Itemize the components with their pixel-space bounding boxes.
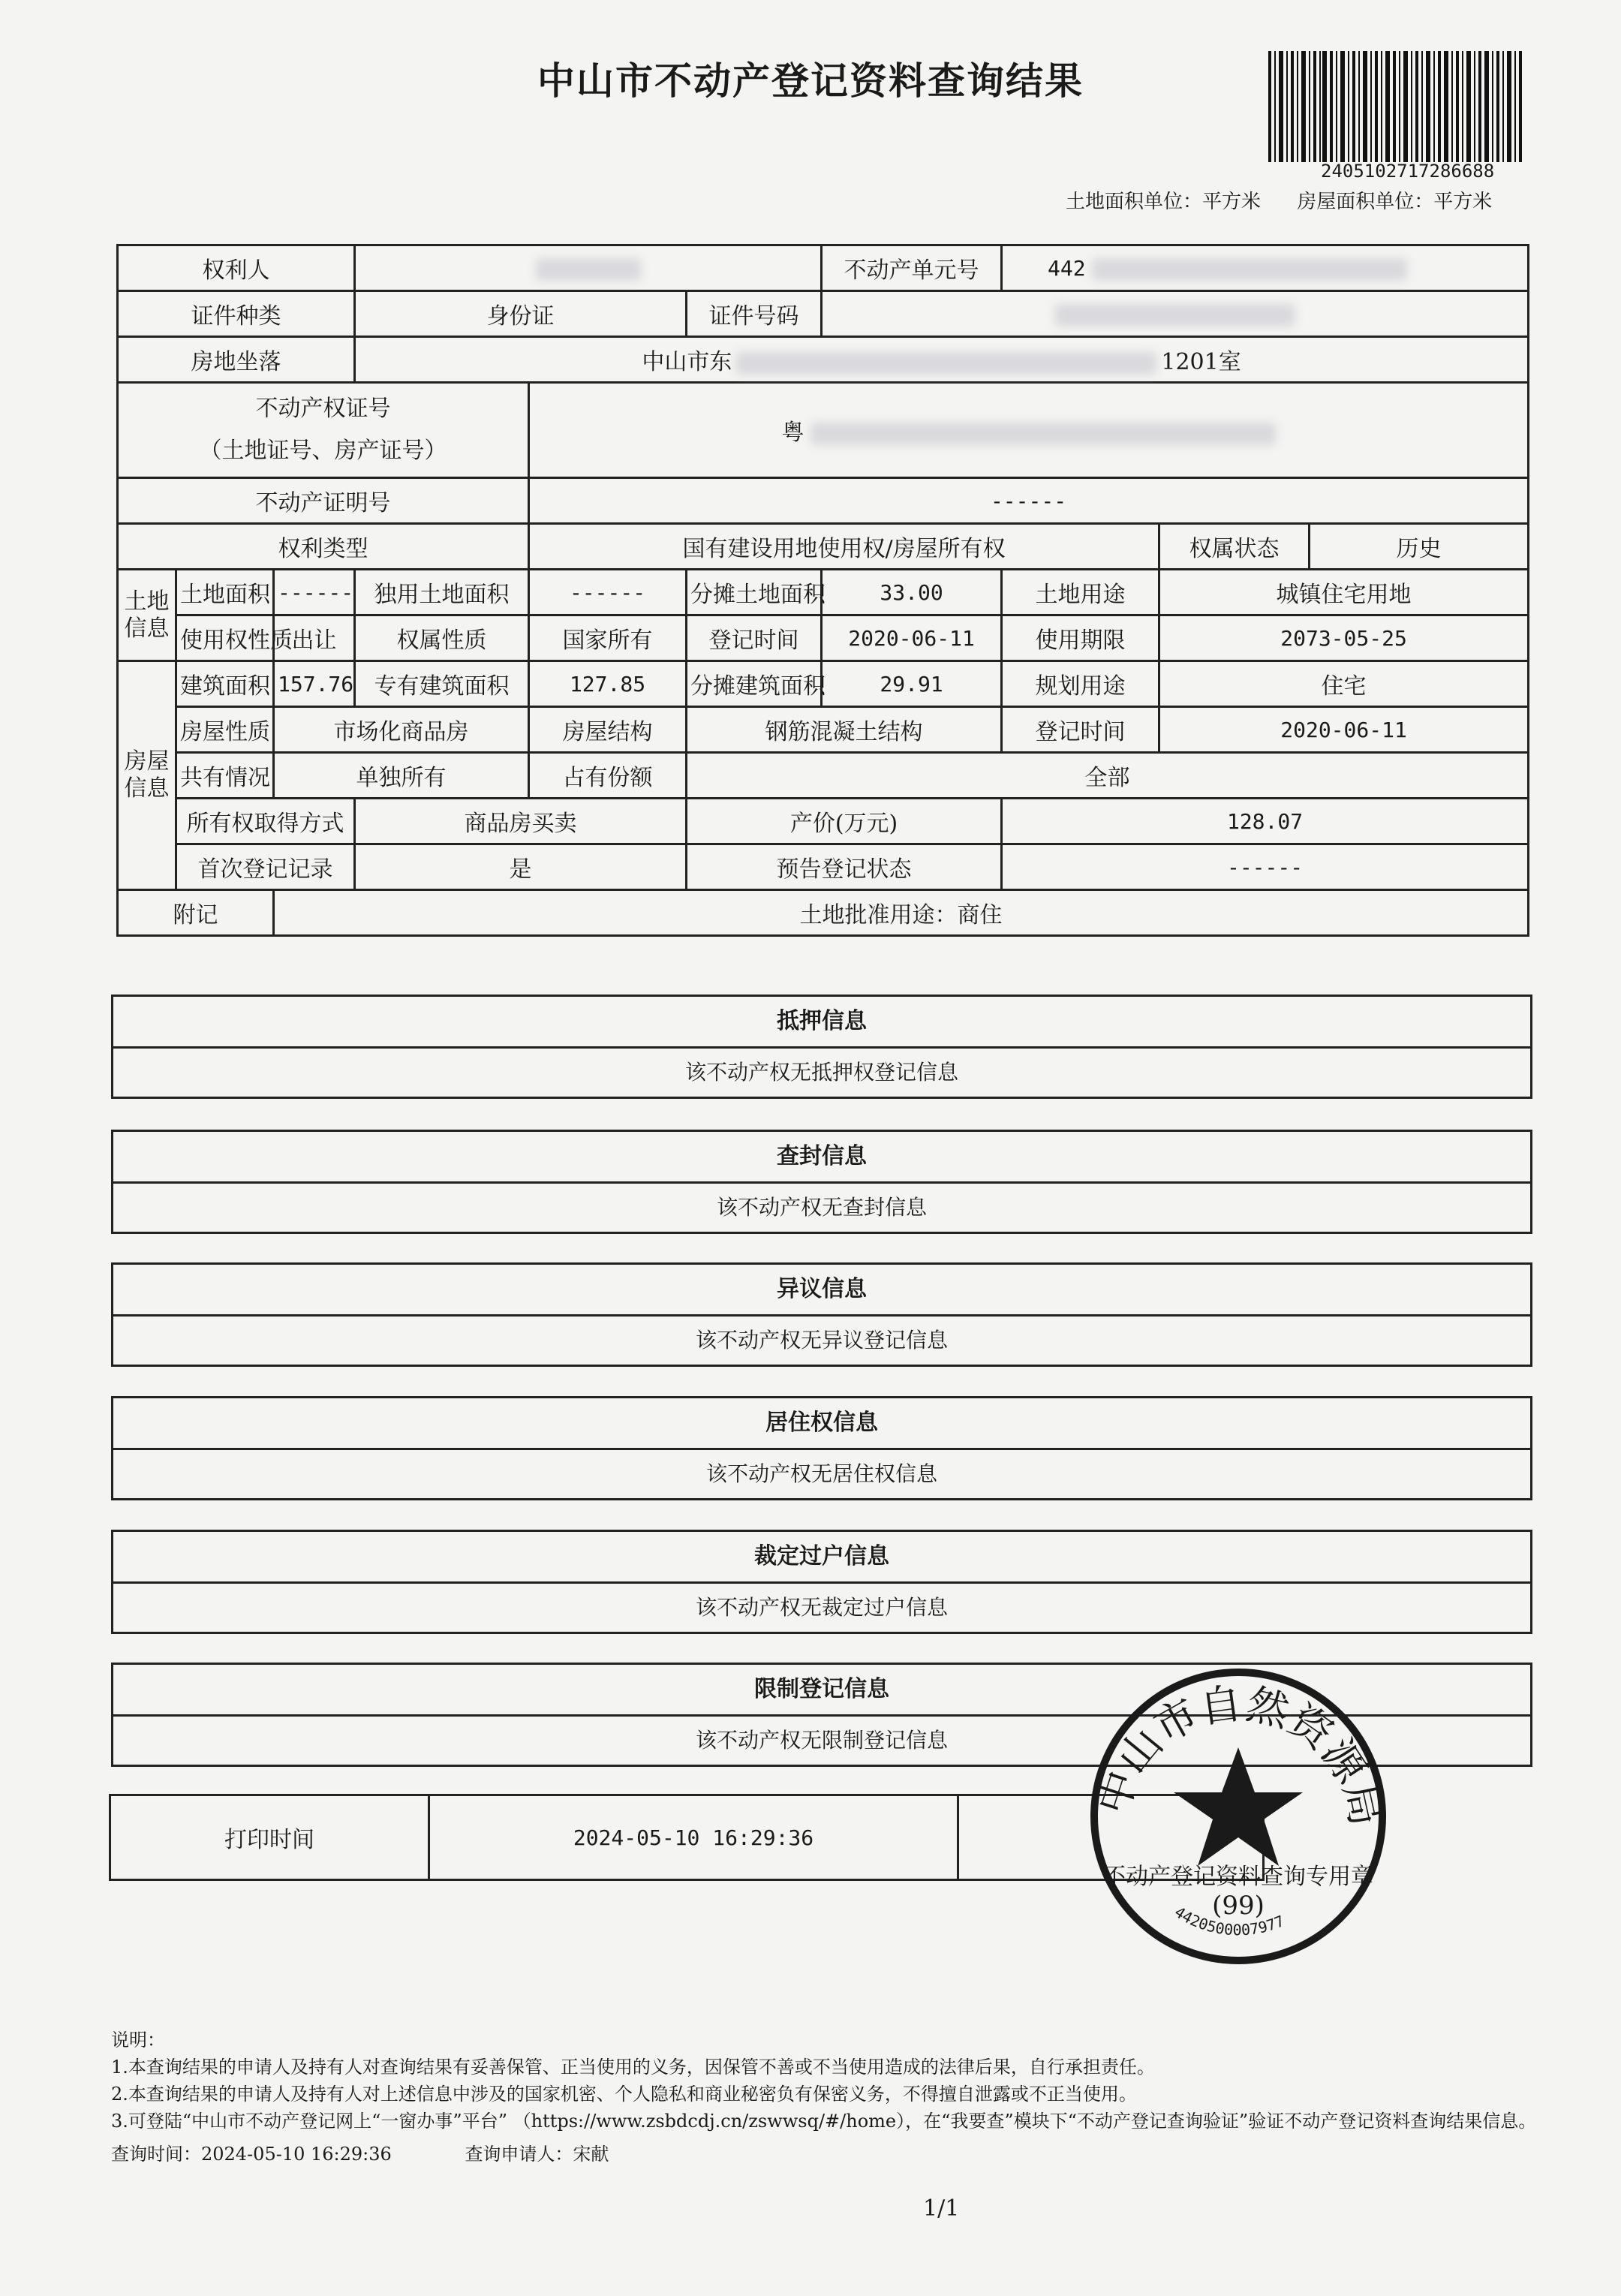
location-label: 房地坐落 — [118, 337, 355, 383]
unit-no-label: 不动产单元号 — [822, 245, 1002, 291]
seal-outer-text: 中山市自然资源局 — [1088, 1679, 1391, 1831]
query-footer — [111, 2141, 1537, 2168]
section-body: 该不动产权无异议登记信息 — [695, 1328, 948, 1353]
land-use-label: 土地用途 — [1002, 570, 1159, 615]
status-value: 历史 — [1310, 524, 1529, 570]
owner-label: 权利人 — [118, 245, 355, 291]
section-title: 查封信息 — [113, 1132, 1530, 1184]
co-ownership-label: 共有情况 — [176, 753, 274, 799]
status-label: 权属状态 — [1159, 524, 1310, 570]
acquire-label: 所有权取得方式 — [176, 799, 355, 844]
id-no-value — [822, 291, 1529, 337]
remark-label: 附记 — [118, 890, 274, 936]
share-label: 占有份额 — [529, 753, 687, 799]
land-section-label: 土地信息 — [118, 570, 176, 661]
document-title: 中山市不动产登记资料查询结果 — [537, 59, 1084, 103]
ownership-label: 权属性质 — [355, 615, 529, 661]
build-area-value: 157.76 — [274, 661, 355, 707]
term-label: 使用期限 — [1002, 615, 1159, 661]
cert-no-value: 粤 — [529, 383, 1529, 478]
price-label: 产价(万元) — [687, 799, 1002, 844]
objection-section — [111, 1262, 1532, 1367]
land-area-unit: 土地面积单位：平方米 — [1066, 191, 1262, 213]
section-body: 该不动产权无居住权信息 — [705, 1461, 937, 1486]
query-applicant: 查询申请人：宋献 — [465, 2144, 609, 2165]
house-reg-time-label: 登记时间 — [1002, 707, 1159, 753]
house-reg-time-value: 2020-06-11 — [1159, 707, 1529, 753]
star-icon — [1174, 1747, 1303, 1866]
barcode-number: 2405102717286688 — [1321, 161, 1495, 182]
right-type-value: 国有建设用地使用权/房屋所有权 — [529, 524, 1159, 570]
section-body: 该不动产权无限制登记信息 — [695, 1728, 948, 1753]
property-info-table — [116, 244, 1529, 937]
section-body: 该不动产权无裁定过户信息 — [695, 1595, 948, 1620]
remark-value: 土地批准用途：商住 — [274, 890, 1529, 936]
id-type-value: 身份证 — [355, 291, 687, 337]
term-value: 2073-05-25 — [1159, 615, 1529, 661]
plan-use-label: 规划用途 — [1002, 661, 1159, 707]
build-area-label: 建筑面积 — [176, 661, 274, 707]
house-nature-label: 房屋性质 — [176, 707, 274, 753]
right-nature-label: 使用权性质 — [176, 615, 274, 661]
seal-serial: 4420500007977 — [1171, 1903, 1287, 1939]
location-value: 中山市东 1201室 — [355, 337, 1529, 383]
pre-reg-value: ------ — [1002, 844, 1529, 890]
plan-use-value: 住宅 — [1159, 661, 1529, 707]
print-time-label: 打印时间 — [110, 1795, 429, 1880]
print-time-value: 2024-05-10 16:29:36 — [429, 1795, 958, 1880]
section-title: 限制登记信息 — [113, 1665, 1530, 1717]
proof-no-label: 不动产证明号 — [118, 478, 529, 524]
shared-area-value: 29.91 — [822, 661, 1002, 707]
pre-reg-label: 预告登记状态 — [687, 844, 1002, 890]
owner-value — [355, 245, 822, 291]
land-area-label: 土地面积 — [176, 570, 274, 615]
shared-land-value: 33.00 — [822, 570, 1002, 615]
page-number: 1/1 — [923, 2195, 960, 2222]
seal-line-2: (99) — [1212, 1891, 1265, 1921]
cert-no-label: 不动产权证号 （土地证号、房产证号） — [118, 383, 529, 478]
private-area-label: 专有建筑面积 — [355, 661, 529, 707]
seizure-section — [111, 1130, 1532, 1234]
structure-value: 钢筋混凝土结构 — [687, 707, 1002, 753]
unit-no-value: 442 — [1002, 245, 1529, 291]
ownership-value: 国家所有 — [529, 615, 687, 661]
section-title: 抵押信息 — [113, 997, 1530, 1049]
land-area-value: ------ — [274, 570, 355, 615]
section-title: 居住权信息 — [113, 1398, 1530, 1450]
section-title: 裁定过户信息 — [113, 1532, 1530, 1584]
barcode — [1268, 51, 1523, 162]
exclusive-area-label: 独用土地面积 — [355, 570, 529, 615]
section-body: 该不动产权无抵押权登记信息 — [684, 1060, 958, 1085]
first-reg-value: 是 — [355, 844, 687, 890]
shared-land-label: 分摊土地面积 — [687, 570, 822, 615]
notes-heading: 说明： — [111, 2030, 165, 2051]
proof-no-value: ------ — [529, 478, 1529, 524]
seal-line-1: 不动产登记资料查询专用章 — [1103, 1864, 1373, 1890]
residence-right-section — [111, 1396, 1532, 1500]
share-value: 全部 — [687, 753, 1529, 799]
land-reg-time-label: 登记时间 — [687, 615, 822, 661]
id-type-label: 证件种类 — [118, 291, 355, 337]
house-nature-value: 市场化商品房 — [274, 707, 529, 753]
right-nature-value: 出让 — [274, 615, 355, 661]
land-use-value: 城镇住宅用地 — [1159, 570, 1529, 615]
area-units — [1066, 186, 1522, 214]
house-area-unit: 房屋面积单位：平方米 — [1297, 191, 1493, 213]
transfer-ruling-section — [111, 1530, 1532, 1634]
query-time: 查询时间：2024-05-10 16:29:36 — [111, 2144, 392, 2165]
co-ownership-value: 单独所有 — [274, 753, 529, 799]
note-item: 2.本查询结果的申请人及持有人对上述信息中涉及的国家机密、个人隐私和商业秘密负有保密义务，不得擅自泄露或不正当使用。 — [111, 2084, 1137, 2105]
mortgage-section — [111, 995, 1532, 1099]
private-area-value: 127.85 — [529, 661, 687, 707]
notes — [111, 2027, 1537, 2168]
id-no-label: 证件号码 — [687, 291, 822, 337]
official-seal — [1081, 1659, 1396, 1974]
note-item: 1.本查询结果的申请人及持有人对查询结果有妥善保管、正当使用的义务，因保管不善或不当使用造成的法律后果，自行承担责任。 — [111, 2057, 1155, 2078]
section-title: 异议信息 — [113, 1265, 1530, 1317]
first-reg-label: 首次登记记录 — [176, 844, 355, 890]
acquire-value: 商品房买卖 — [355, 799, 687, 844]
shared-area-label: 分摊建筑面积 — [687, 661, 822, 707]
structure-label: 房屋结构 — [529, 707, 687, 753]
exclusive-area-value: ------ — [529, 570, 687, 615]
right-type-label: 权利类型 — [118, 524, 529, 570]
house-section-label: 房屋信息 — [118, 661, 176, 890]
land-reg-time-value: 2020-06-11 — [822, 615, 1002, 661]
note-item: 3.可登陆“中山市不动产登记网上“一窗办事”平台” （https://www.zsbdcdj.cn/zswwsq/#/home），在“我要查”模块下“不动产登记查询验证”验证不动产登记资料查询结果信息。 — [111, 2111, 1537, 2132]
section-body: 该不动产权无查封信息 — [716, 1195, 927, 1220]
price-value: 128.07 — [1002, 799, 1529, 844]
